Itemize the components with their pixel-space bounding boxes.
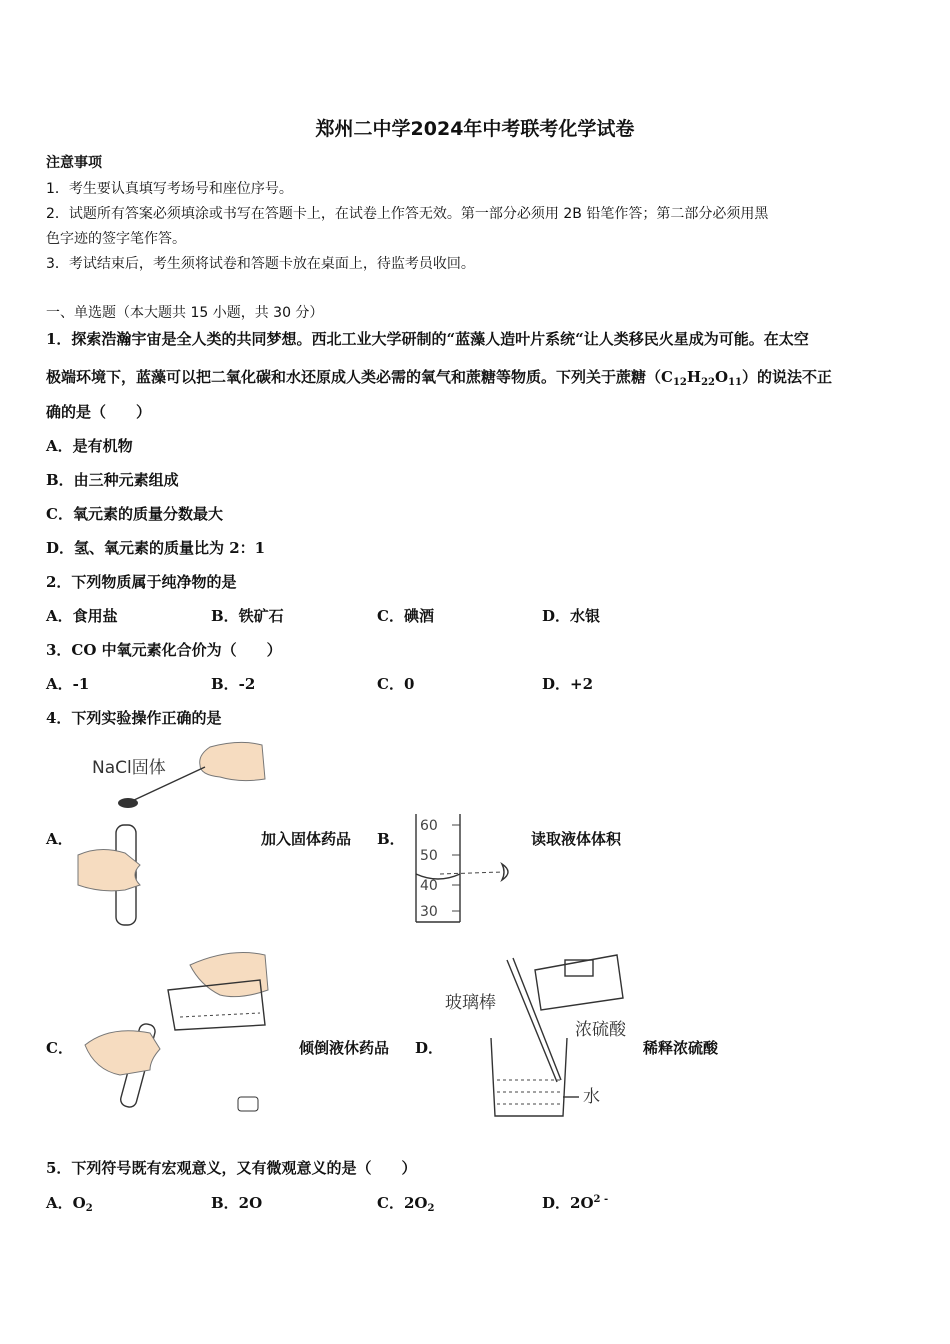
q3-option-c: C．0: [377, 675, 415, 693]
q1-stem-line2: 极端环境下，蓝藻可以把二氧化碳和水还原成人类必需的氧气和蔗糖等物质。下列关于蔗糖$(C_{12}H_{22}O_{11})$的说法不正: [46, 368, 832, 388]
scale-40: 40: [420, 878, 438, 894]
q4-option-c-label: C．: [46, 1039, 73, 1057]
eye-icon: [502, 864, 508, 880]
q5-option-a: A．$O_2$: [46, 1194, 93, 1214]
q4-option-a-text: 加入固体药品: [261, 830, 352, 848]
water-label: 水: [583, 1087, 600, 1107]
section-heading: 一、单选题（本大题共 15 小题，共 30 分）: [46, 305, 324, 321]
scale-50: 50: [420, 848, 438, 864]
q4-option-d-text: 稀释浓硫酸: [643, 1039, 719, 1057]
notes-item-2: 2．试题所有答案必须填涂或书写在答题卡上，在试卷上作答无效。第一部分必须用 2B 铅笔作答；第二部分必须用黑: [46, 206, 769, 222]
q5-option-c: C．$2O_2$: [377, 1194, 435, 1214]
q4-option-c-text: 倾倒液休药品: [299, 1039, 390, 1057]
notes-item-1: 1．考生要认真填写考场号和座位序号。: [46, 181, 293, 197]
notes-item-2-cont: 色字迹的签字笔作答。: [46, 231, 186, 247]
nacl-label: NaCl固体: [92, 758, 166, 778]
q2-option-a: A．食用盐: [46, 607, 118, 625]
q5-option-b: B．2O: [211, 1194, 263, 1212]
q1-option-a: A．是有机物: [46, 437, 133, 455]
q4-option-c-figure: [80, 945, 280, 1120]
q4-option-b-text: 读取液体体积: [531, 830, 622, 848]
q1-stem-line3: 确的是（ ）: [46, 403, 152, 421]
scale-30: 30: [420, 904, 438, 920]
q5-option-d: D．$2O^{2 -}$: [542, 1194, 609, 1212]
q4-option-a-figure: [70, 735, 270, 935]
q3-option-b: B．-2: [211, 675, 256, 693]
scale-60: 60: [420, 818, 438, 834]
q3-option-d: D．+2: [542, 675, 594, 693]
q2-option-c: C．碘酒: [377, 607, 434, 625]
q2-stem: 2．下列物质属于纯净物的是: [46, 573, 237, 591]
q2-option-d: D．水银: [542, 607, 601, 625]
q5-stem: 5．下列符号既有宏观意义，又有微观意义的是（ ）: [46, 1159, 417, 1177]
q1-option-b: B．由三种元素组成: [46, 471, 179, 489]
glass-rod-label: 玻璃棒: [445, 993, 496, 1013]
q1-stem-line1: 1．探索浩瀚宇宙是全人类的共同梦想。西北工业大学研制的“蓝藻人造叶片系统“让人类移民火星成为可能。在太空: [46, 330, 809, 348]
q4-option-d-label: D．: [415, 1039, 444, 1057]
notes-heading: 注意事项: [46, 155, 102, 171]
q4-option-b-label: B．: [377, 830, 405, 848]
q1-option-c: C．氧元素的质量分数最大: [46, 505, 223, 523]
q1-option-d: D．氢、氧元素的质量比为 2：1: [46, 539, 266, 557]
notes-item-3: 3．考试结束后，考生须将试卷和答题卡放在桌面上，待监考员收回。: [46, 256, 475, 272]
q2-option-b: B．铁矿石: [211, 607, 284, 625]
q4-stem: 4．下列实验操作正确的是: [46, 709, 222, 727]
q3-stem: 3．CO 中氧元素化合价为（ ）: [46, 641, 282, 659]
page-title: 郑州二中学2024年中考联考化学试卷: [315, 118, 635, 140]
q4-option-d-figure: [445, 950, 645, 1125]
q3-option-a: A．-1: [46, 675, 90, 693]
q4-option-b-figure: [410, 810, 530, 930]
sulfuric-acid-label: 浓硫酸: [575, 1020, 626, 1040]
q4-option-a-label: A．: [46, 830, 73, 848]
